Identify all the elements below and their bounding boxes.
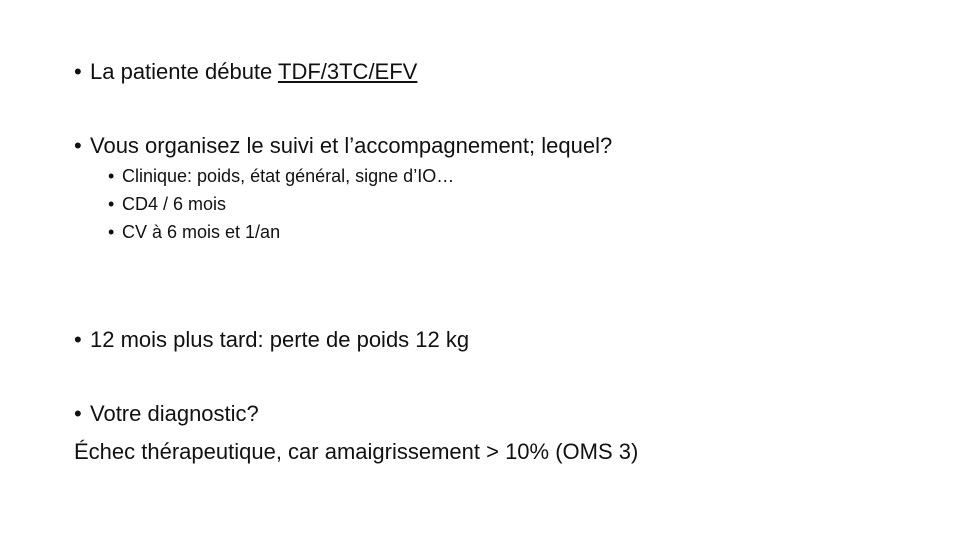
bullet-icon: •	[108, 194, 115, 214]
sub-item-text: CD4 / 6 mois	[122, 194, 227, 214]
bullet-icon: •	[74, 327, 82, 352]
bullet-icon: •	[108, 166, 115, 186]
bullet-icon: •	[108, 222, 115, 242]
follow-up-question: Vous organisez le suivi et l’accompagnement; lequel?	[90, 133, 613, 158]
bullet-icon: •	[74, 401, 82, 426]
bullet-icon: •	[74, 133, 82, 158]
regimen-text: TDF/3TC/EFV	[278, 59, 418, 84]
bullet-line-weight-loss	[74, 329, 469, 351]
sub-bullet-viral-load	[108, 223, 280, 241]
sub-bullet-clinical	[108, 167, 454, 185]
sub-item-text: CV à 6 mois et 1/an	[122, 222, 281, 242]
sub-bullet-cd4	[108, 195, 226, 213]
treatment-text: La patiente débute	[90, 59, 278, 84]
diagnosis-question: Votre diagnostic?	[90, 401, 259, 426]
diagnosis-answer: Échec thérapeutique, car amaigrissement > 10% (OMS 3)	[74, 439, 639, 464]
bullet-line-treatment	[74, 61, 417, 83]
weight-loss-text: 12 mois plus tard: perte de poids 12 kg	[90, 327, 470, 352]
bullet-line-follow-up	[74, 135, 612, 157]
bullet-icon: •	[74, 59, 82, 84]
sub-item-text: Clinique: poids, état général, signe d’IO…	[122, 166, 455, 186]
bullet-line-diagnosis-question	[74, 403, 259, 425]
